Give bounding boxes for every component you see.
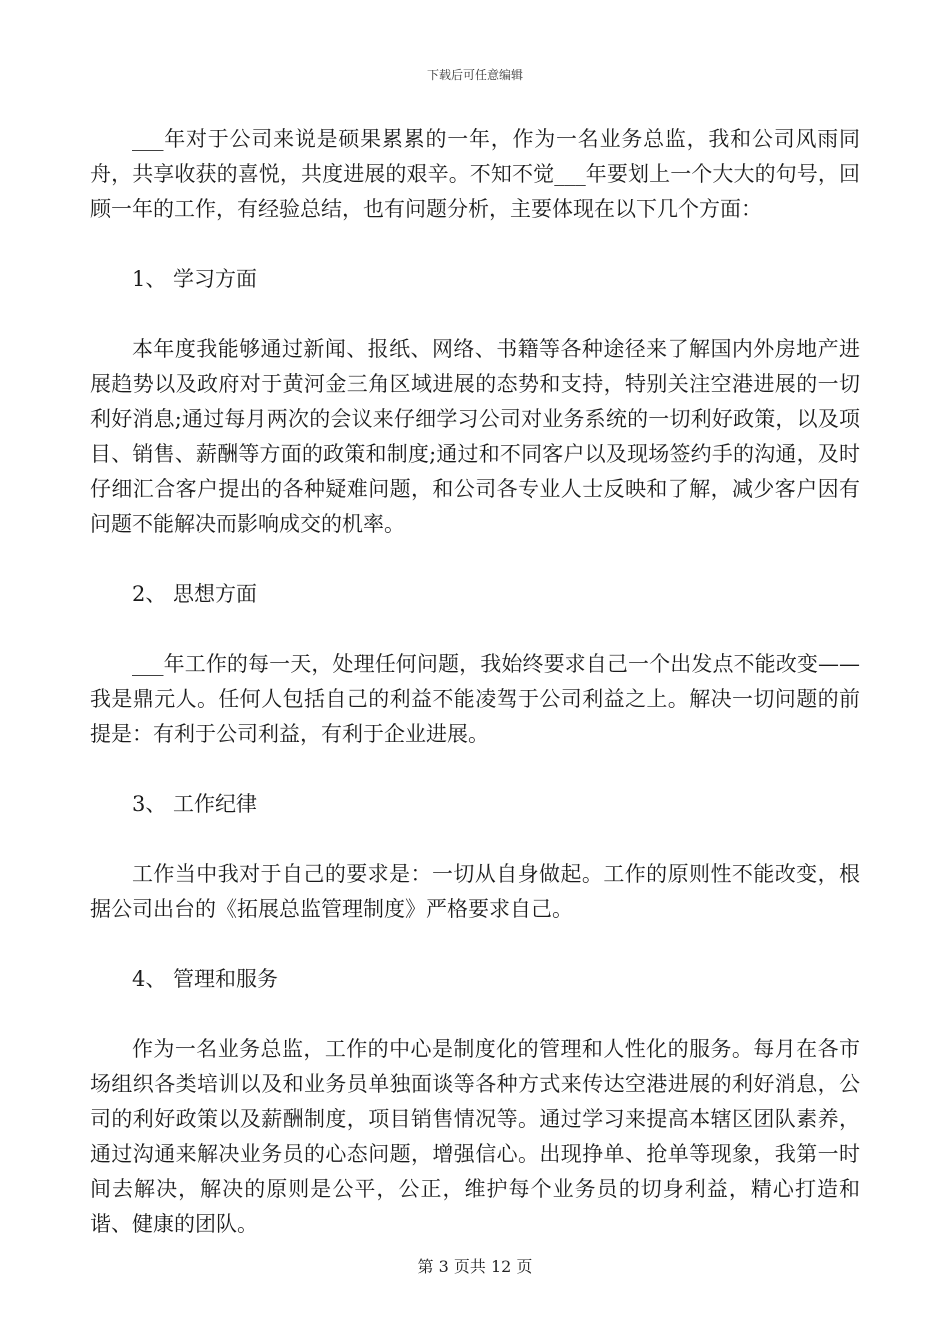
spacer [90,927,860,962]
section-heading-3: 3、 工作纪律 [132,792,258,816]
spacer [90,997,860,1032]
section-paragraph-4: 作为一名业务总监，工作的中心是制度化的管理和人性化的服务。每月在各市场组织各类培训以及和业务员单独面谈等各种方式来传达空港进展的利好消息，公司的利好政策以及薪酬制度，项目销售情况等。通过学习来提高本辖区团队素养，通过沟通来解决业务员的心态问题，增强信心。出现挣单、抢单等现象，我第一时间去解决，解决的原则是公平，公正，维护每个业务员的切身利益，精心打造和谐、健康的团队。 [90,1037,860,1236]
section-paragraph-1: 本年度我能够通过新闻、报纸、网络、书籍等各种途径来了解国内外房地产进展趋势以及政府对于黄河金三角区域进展的态势和支持，特别关注空港进展的一切利好消息;通过每月两次的会议来仔细学习公司对业务系统的一切利好政策，以及项目、销售、薪酬等方面的政策和制度;通过和不同客户以及现场签约手的沟通，及时仔细汇合客户提出的各种疑难问题，和公司各专业人士反映和了解，减少客户因有问题不能解决而影响成交的机率。 [90,337,860,536]
spacer [90,542,860,577]
spacer [90,822,860,857]
document-body [90,122,860,1242]
page-header: 下载后可任意编辑 [426,68,523,82]
section-heading-4: 4、 管理和服务 [132,967,279,991]
intro-paragraph: ___年对于公司来说是硕果累累的一年，作为一名业务总监，我和公司风雨同舟，共享收获的喜悦，共度进展的艰辛。不知不觉___年要划上一个大大的句号，回顾一年的工作，有经验总结，也有问题分析，主要体现在以下几个方面： [90,127,860,221]
page-number: 第 3 页共 12 页 [417,1257,533,1276]
spacer [90,612,860,647]
section-paragraph-3: 工作当中我对于自己的要求是：一切从自身做起。工作的原则性不能改变，根据公司出台的《拓展总监管理制度》严格要求自己。 [90,862,860,921]
spacer [90,297,860,332]
section-heading-2: 2、 思想方面 [132,582,258,606]
section-heading-1: 1、 学习方面 [132,267,258,291]
spacer [90,752,860,787]
spacer [90,227,860,262]
section-paragraph-2: ___年工作的每一天，处理任何问题，我始终要求自己一个出发点不能改变——我是鼎元人。任何人包括自己的利益不能凌驾于公司利益之上。解决一切问题的前提是：有利于公司利益，有利于企业进展。 [90,652,860,746]
